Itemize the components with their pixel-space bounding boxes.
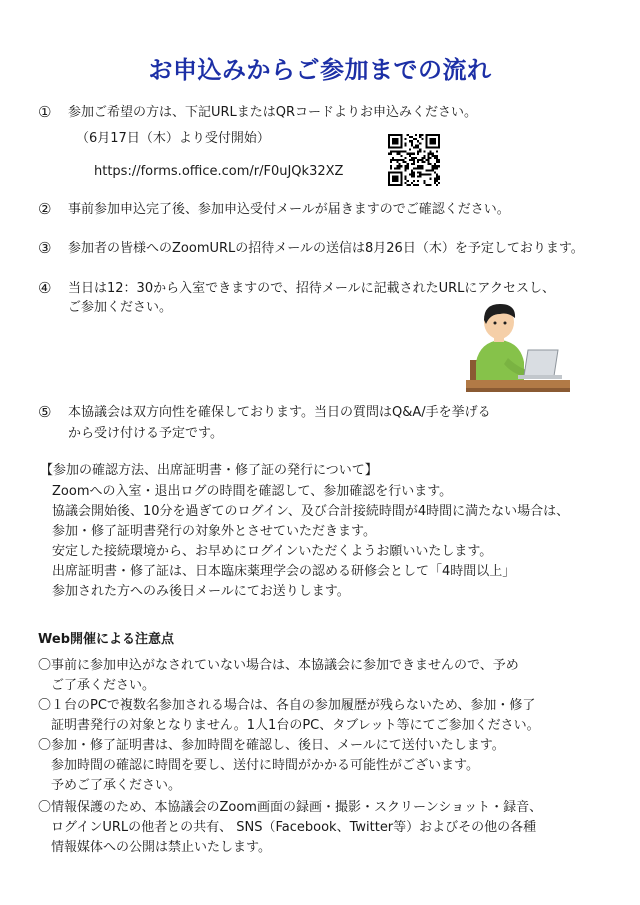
- notes-line: 予めご了承ください。: [38, 778, 182, 793]
- step-3-number: ③: [38, 239, 52, 257]
- step-1-text: 参加ご希望の方は、下記URLまたはQRコードよりお申込みください。: [68, 105, 478, 120]
- confirmation-heading: 【参加の確認方法、出席証明書・修了証の発行について】: [40, 463, 378, 478]
- step-5-number: ⑤: [38, 403, 52, 421]
- confirmation-line: 安定した接続環境から、お早めにログインいただくようお願いいたします。: [52, 544, 493, 559]
- notes-line: 〇事前に参加申込がなされていない場合は、本協議会に参加できませんので、予め: [38, 658, 519, 673]
- notes-line: 参加時間の確認に時間を要し、送付に時間がかかる可能性がございます。: [38, 758, 479, 773]
- confirmation-line: 協議会開始後、10分を過ぎてのログイン、及び合計接続時間が4時間に満たない場合は、: [52, 504, 570, 519]
- step-4-text-line-2: ご参加ください。: [68, 300, 173, 315]
- notes-line: 〇情報保護のため、本協議会のZoom画面の録画・撮影・スクリーンショット・録音、: [38, 800, 543, 815]
- notes-line: 証明書発行の対象となりません。1人1台のPC、タブレット等にてご参加ください。: [38, 718, 540, 733]
- notes-line: 〇１台のPCで複数名参加される場合は、各自の参加履歴が残らないため、参加・修了: [38, 698, 536, 713]
- confirmation-line: 参加された方へのみ後日メールにてお送りします。: [52, 584, 350, 599]
- confirmation-line: 参加・修了証明書発行の対象外とさせていただきます。: [52, 524, 376, 539]
- confirmation-line: 出席証明書・修了証は、日本臨床薬理学会の認める研修会として「4時間以上」: [52, 564, 516, 579]
- reception-start-note: （6月17日（木）より受付開始）: [76, 131, 270, 146]
- step-2-text: 事前参加申込完了後、参加申込受付メールが届きますのでご確認ください。: [68, 202, 510, 217]
- confirmation-line: Zoomへの入室・退出ログの時間を確認して、参加確認を行います。: [52, 484, 453, 499]
- step-4-text-line-1: 当日は12：30から入室できますので、招待メールに記載されたURLにアクセスし、: [68, 281, 555, 296]
- step-3-text: 参加者の皆様へのZoomURLの招待メールの送信は8月26日（木）を予定しております。: [68, 241, 584, 256]
- step-4-number: ④: [38, 279, 52, 297]
- step-5-text-line-1: 本協議会は双方向性を確保しております。当日の質問はQ&A/手を挙げる: [68, 405, 491, 420]
- qr-code-icon[interactable]: [388, 134, 440, 186]
- step-5-text-line-2: から受け付ける予定です。: [68, 426, 223, 441]
- notes-line: 〇参加・修了証明書は、参加時間を確認し、後日、メールにて送付いたします。: [38, 738, 505, 753]
- form-url-link[interactable]: https://forms.office.com/r/F0uJQk32XZ: [94, 164, 344, 179]
- page-title: お申込みからご参加までの流れ: [148, 56, 492, 84]
- notes-line: ご了承ください。: [38, 678, 156, 693]
- notes-line: ログインURLの他者との共有、 SNS（Facebook、Twitter等）およびその他の各種: [38, 820, 537, 835]
- notes-heading: Web開催による注意点: [38, 632, 174, 647]
- notes-line: 情報媒体への公開は禁止いたします。: [38, 840, 271, 855]
- step-2-number: ②: [38, 200, 52, 218]
- person-with-laptop-illustration: [462, 302, 572, 394]
- step-1-number: ①: [38, 103, 52, 121]
